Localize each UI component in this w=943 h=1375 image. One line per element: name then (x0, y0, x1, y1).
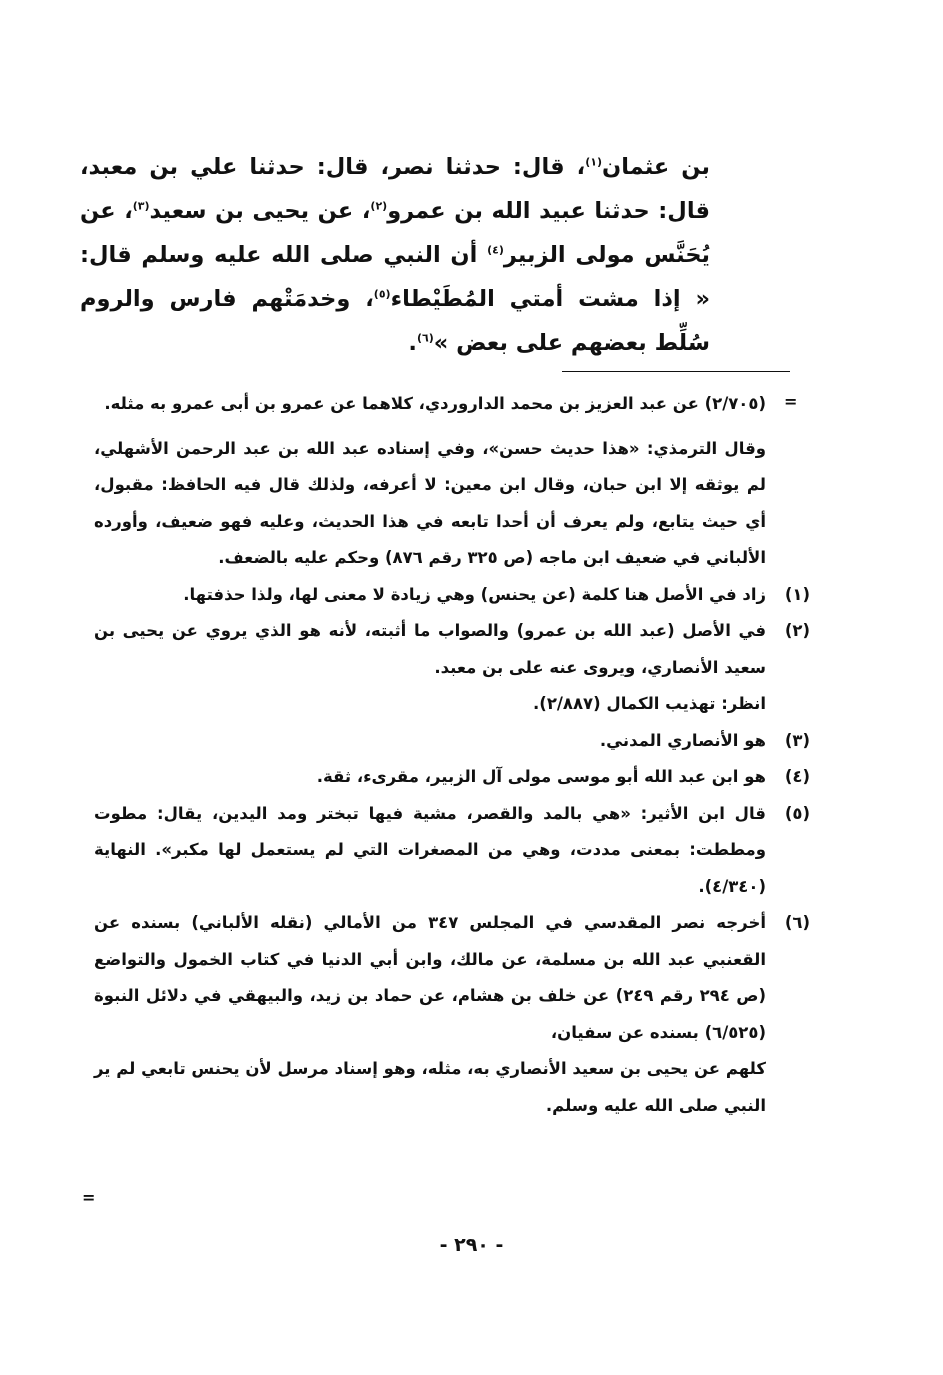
footnote-text: زاد في الأصل هنا كلمة (عن يحنس) وهي زيادة لا معنى لها، ولذا حذفتها. (183, 584, 766, 604)
footnote-ref[interactable]: (١) (585, 155, 602, 169)
carry-mark-bottom: = (82, 1188, 96, 1207)
text-run: بن عثمان (601, 154, 710, 180)
footnote-number: (٣) (784, 730, 810, 750)
footnote-3 (94, 723, 810, 760)
footnote-ref[interactable]: (٣) (132, 199, 150, 213)
footnote-continuation: كلهم عن يحيى بن سعيد الأنصاري به، مثله، وهو إسناد مرسل لأن يحنس تابعي لم ير النبي صلى الله عليه وسلم. (94, 1059, 766, 1115)
continued-footnote: (٢/٧٠٥) عن عبد العزيز بن محمد الداروردي، كلاهما عن عمرو بن أبى عمرو به مثله. (104, 394, 766, 413)
text-run: أن النبي صلى الله عليه وسلم قال: « إذا مشت أمتي المُطَيْطاء (80, 242, 710, 312)
footnote-number: (٢) (784, 621, 810, 640)
text-run: ، وخدمَتْهم فارس والروم سُلِّط بعضهم على بعض » (80, 286, 710, 356)
tirmidhi-paragraph: وقال الترمذي: «هذا حديث حسن»، وفي إسناده عبد الله بن عبد الرحمن الأشهلي، لم يوثقه إلا ابن حبان، وقال ابن معين: لا أعرفه، ولذلك قال فيه الحافظ: مقبول، أي حيث يتابع، ولم يعرف أن أحدا تابعه في هذا الحديث، وعليه فهو ضعيف، وأورده الألباني في ضعيف ابن ماجه (ص ٣٢٥ رقم ٨٧٦) وحكم عليه بالضعف. (94, 438, 766, 567)
page-number: - ٢٩٠ - (439, 1234, 504, 1256)
text-run: ، عن يحيى بن سعيد (149, 198, 371, 224)
footnote-text: قال ابن الأثير: «هي بالمد والقصر، مشية فيها تبختر ومد اليدين، يقال: مطوت ومططت: بمعنى مددت، وهي من المصغرات التي لم يستعمل لها مكبر». النهاية (٤/٣٤٠). (94, 803, 766, 896)
footnote-1 (94, 577, 810, 614)
footnotes (94, 386, 810, 1124)
footnote-ref[interactable]: (٢) (370, 199, 388, 213)
carry-mark-top: = (784, 392, 798, 411)
footnote-4 (94, 759, 810, 796)
footnote-text: في الأصل (عبد الله بن عمرو) والصواب ما أثبته، لأنه هو الذي يروي عن يحيى بن سعيد الأنصاري، ويروى عنه على بن معبد. (94, 621, 766, 677)
footnote-text: هو ابن عبد الله أبو موسى مولى آل الزبير، مقرىء، ثقة. (316, 767, 766, 786)
main-text (80, 145, 710, 365)
footnote-number: (٥) (784, 803, 810, 823)
footnote-text: هو الأنصاري المدني. (599, 730, 766, 750)
hadith-paragraph (80, 145, 710, 365)
text-run: . (408, 330, 417, 356)
footnote-number: (٦) (784, 913, 810, 932)
footnote-2 (94, 613, 810, 723)
footnote-5 (94, 796, 810, 906)
footnote-ref[interactable]: (٤) (487, 243, 504, 257)
footnote-text: أخرجه نصر المقدسي في المجلس ٣٤٧ من الأمالي (نقله الألباني) بسنده عن القعنبي عبد الله بن مسلمة، عن مالك، وابن أبي الدنيا في كتاب الخمول والتواضع (ص ٢٩٤ رقم ٢٤٩) عن خلف بن هشام، عن حماد بن زيد، والبيهقي في دلائل النبوة (٦/٥٢٥) بسنده عن سفيان، (94, 913, 766, 1042)
text-run: ، قال: حدثنا نصر، قال: حدثنا علي بن معبد، قال: حدثنا عبيد الله بن عمرو (80, 154, 710, 224)
footnote-ref[interactable]: (٥) (373, 287, 391, 301)
footnote-ref[interactable]: (٦) (416, 331, 434, 345)
footnote-number: (١) (784, 584, 810, 604)
footnote-separator (562, 371, 790, 372)
text-run: ، عن يُحَنَّس مولى الزبير (80, 198, 711, 268)
footnote-reference: انظر: تهذيب الكمال (٢/٨٨٧). (533, 694, 766, 713)
footnote-number: (٤) (784, 767, 810, 786)
footnote-6 (94, 905, 810, 1124)
